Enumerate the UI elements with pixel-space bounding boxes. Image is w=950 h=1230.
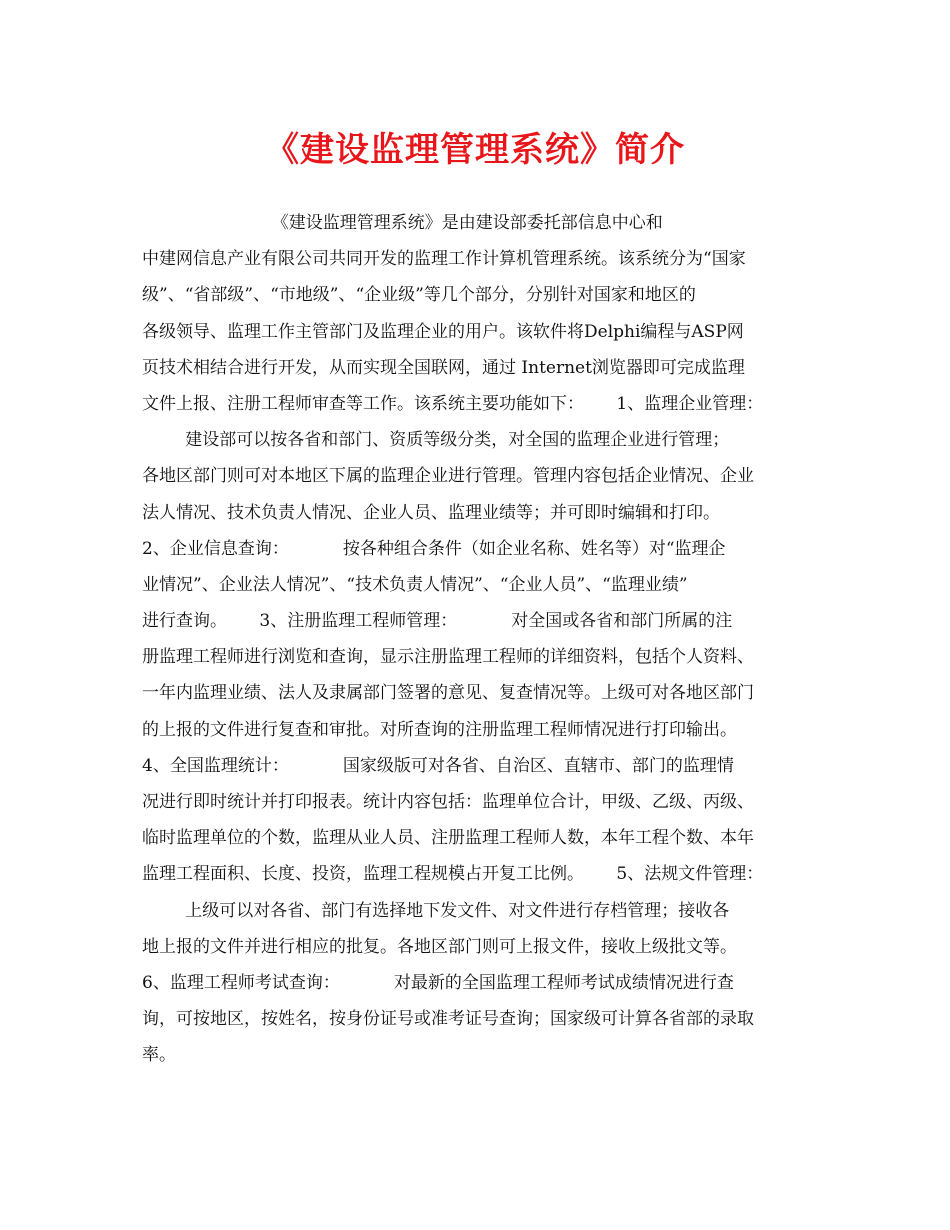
body-line: 询，可按地区，按姓名，按身份证号或准考证号查询；国家级可计算各省部的录取 [142,1009,754,1030]
body-line: 《建设监理管理系统》是由建设部委托部信息中心和 [142,213,663,233]
body-line: 临时监理单位的个数，监理从业人员、注册监理工程师人数，本年工程个数、本年 [142,828,754,849]
body-line: 2、企业信息查询： 按各种组合条件（如企业名称、姓名等）对“监理企 [142,538,726,559]
body-line: 法人情况、技术负责人情况、企业人员、监理业绩等；并可即时编辑和打印。 [142,502,720,523]
body-line: 中建网信息产业有限公司共同开发的监理工作计算机管理系统。该系统分为“国家 [142,249,746,270]
body-line: 率。 [142,1045,176,1066]
body-line: 册监理工程师进行浏览和查询，显示注册监理工程师的详细资料，包括个人资料、 [142,647,754,668]
body-line: 监理工程面积、长度、投资，监理工程规模占开复工比例。 5、法规文件管理： [142,864,764,885]
body-line: 文件上报、注册工程师审查等工作。该系统主要功能如下： 1、监理企业管理： [142,393,764,414]
body-line: 业情况”、企业法人情况”、“技术负责人情况”、“企业人员”、“监理业绩” [142,574,688,595]
body-line: 一年内监理业绩、法人及隶属部门签署的意见、复查情况等。上级可对各地区部门 [142,683,754,704]
body-line: 6、监理工程师考试查询： 对最新的全国监理工程师考试成绩情况进行查 [142,972,734,993]
document-body [142,205,832,1074]
body-line: 进行查询。 3、注册监理工程师管理： 对全国或各省和部门所属的注 [142,611,733,632]
body-line: 地上报的文件并进行相应的批复。各地区部门则可上报文件，接收上级批文等。 [142,936,737,957]
body-line: 4、全国监理统计： 国家级版可对各省、自治区、直辖市、部门的监理情 [142,755,734,776]
document-title: 《建设监理管理系统》简介 [265,130,685,170]
body-line: 建设部可以按各省和部门、资质等级分类，对全国的监理企业进行管理； [142,430,730,451]
body-line: 各地区部门则可对本地区下属的监理企业进行管理。管理内容包括企业情况、企业 [142,466,754,487]
body-line: 各级领导、监理工作主管部门及监理企业的用户。该软件将Delphi编程与ASP网 [142,321,744,342]
body-line: 况进行即时统计并打印报表。统计内容包括：监理单位合计，甲级、乙级、丙级、 [142,792,754,812]
body-line: 上级可以对各省、部门有选择地下发文件、对文件进行存档管理；接收各 [142,900,730,921]
body-line: 级”、“省部级”、“市地级”、“企业级”等几个部分，分别针对国家和地区的 [142,285,696,306]
body-line: 的上报的文件进行复查和审批。对所查询的注册监理工程师情况进行打印输出。 [142,719,737,740]
body-line: 页技术相结合进行开发，从而实现全国联网，通过 Internet浏览器即可完成监理 [142,357,745,378]
